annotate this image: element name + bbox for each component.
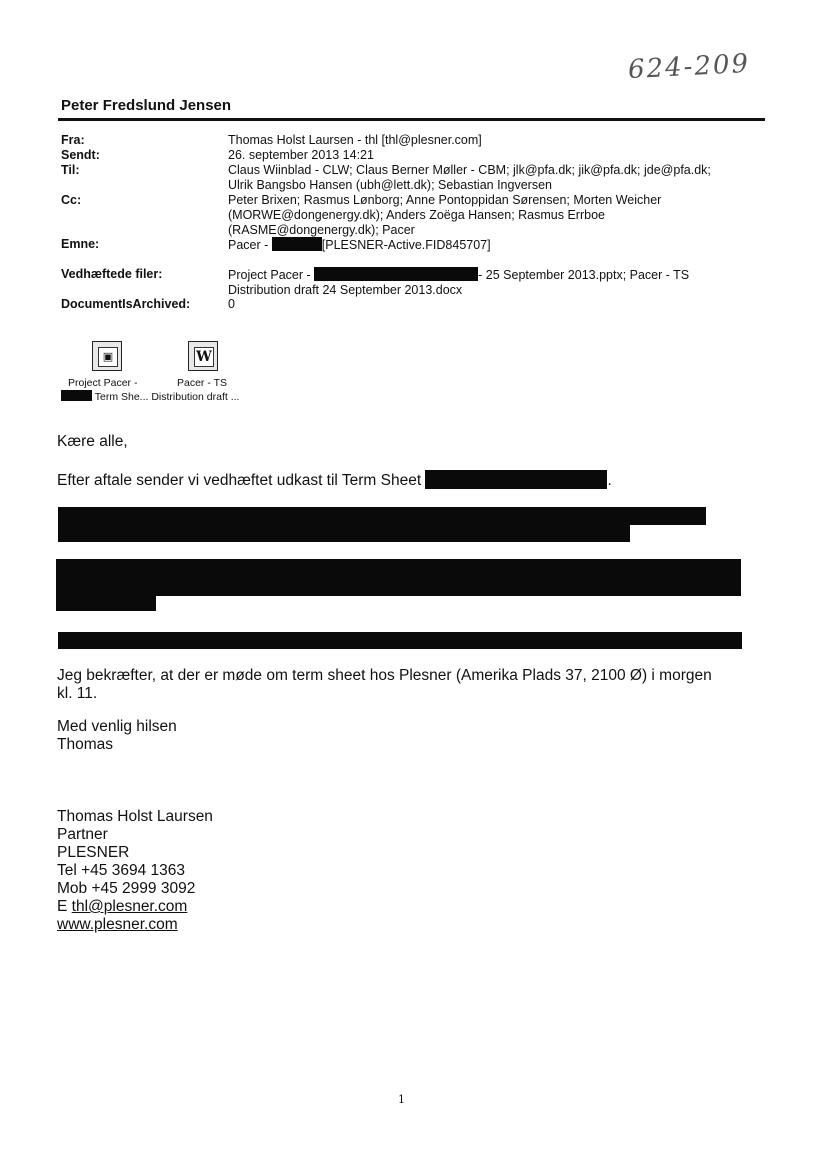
redaction-block bbox=[61, 390, 92, 401]
powerpoint-file-icon[interactable]: ▣ bbox=[92, 341, 122, 371]
to-line-1: Claus Wiinblad - CLW; Claus Berner Møller - CBM; jlk@pfa.dk; jik@pfa.dk; jde@pfa.dk; bbox=[228, 163, 711, 177]
attachment-caption-1[interactable]: Project Pacer - bbox=[68, 377, 138, 389]
attachment-caption-2-line2[interactable]: Distribution draft ... bbox=[151, 391, 240, 403]
handwritten-note: 624-209 bbox=[627, 48, 751, 86]
signature-title: Partner bbox=[57, 826, 108, 843]
cc-value bbox=[228, 193, 768, 238]
body-paragraph-1 bbox=[57, 470, 777, 490]
redaction-block bbox=[425, 470, 607, 489]
redaction-bar bbox=[58, 524, 630, 542]
mailbox-owner: Peter Fredslund Jensen bbox=[61, 97, 232, 114]
sent-value: 26. september 2013 14:21 bbox=[228, 148, 374, 162]
subject-value bbox=[228, 237, 768, 253]
word-file-icon[interactable]: W bbox=[188, 341, 218, 371]
body-paragraph-1-text: Efter aftale sender vi vedhæftet udkast til Term Sheet bbox=[57, 472, 422, 489]
redaction-block bbox=[272, 237, 322, 251]
to-label: Til: bbox=[61, 163, 80, 177]
greeting: Kære alle, bbox=[57, 433, 128, 450]
to-value bbox=[228, 163, 768, 193]
closing bbox=[57, 718, 177, 754]
redaction-bar bbox=[56, 559, 741, 596]
body-paragraph-2 bbox=[57, 667, 777, 703]
body-paragraph-2-line-2: kl. 11. bbox=[57, 685, 98, 702]
body-paragraph-1-end: . bbox=[607, 472, 612, 489]
signature-website-link[interactable]: www.plesner.com bbox=[57, 916, 178, 933]
cc-line-3: (RASME@dongenergy.dk); Pacer bbox=[228, 223, 415, 237]
attachments-label: Vedhæftede filer: bbox=[61, 267, 163, 281]
subject-suffix: [PLESNER-Active.FID845707] bbox=[321, 238, 491, 252]
attachments-prefix: Project Pacer - bbox=[228, 268, 311, 282]
subject-label: Emne: bbox=[61, 237, 100, 251]
cc-line-1: Peter Brixen; Rasmus Lønborg; Anne Pontoppidan Sørensen; Morten Weicher bbox=[228, 193, 662, 207]
signature-email-row bbox=[57, 898, 213, 916]
from-value: Thomas Holst Laursen - thl [thl@plesner.com] bbox=[228, 133, 482, 147]
attachment-caption-1-line2[interactable]: Term She... bbox=[94, 391, 149, 403]
closing-line-2: Thomas bbox=[57, 736, 113, 753]
attachment-caption-2[interactable]: Pacer - TS bbox=[177, 377, 227, 389]
redaction-block bbox=[314, 267, 478, 281]
cc-label: Cc: bbox=[61, 193, 82, 207]
cc-line-2: (MORWE@dongenergy.dk); Anders Zoëga Hansen; Rasmus Errboe bbox=[228, 208, 605, 222]
from-label: Fra: bbox=[61, 133, 85, 147]
attachments-suffix: - 25 September 2013.pptx; Pacer - TS bbox=[478, 268, 690, 282]
attachments-line-2: Distribution draft 24 September 2013.docx bbox=[228, 283, 463, 297]
redaction-bar bbox=[56, 594, 156, 611]
subject-prefix: Pacer - bbox=[228, 238, 269, 252]
signature-email-link[interactable]: thl@plesner.com bbox=[71, 898, 188, 915]
attachments-value bbox=[228, 267, 768, 298]
archived-value: 0 bbox=[228, 297, 235, 311]
signature-company: PLESNER bbox=[57, 844, 130, 861]
page-number: 1 bbox=[398, 1093, 405, 1106]
attachment-caption-row2 bbox=[61, 390, 261, 404]
sent-label: Sendt: bbox=[61, 148, 100, 162]
signature-name: Thomas Holst Laursen bbox=[57, 808, 213, 825]
signature-mob: Mob +45 2999 3092 bbox=[57, 880, 196, 897]
header-rule bbox=[58, 118, 765, 121]
signature-email-prefix: E bbox=[57, 898, 68, 915]
redaction-bar bbox=[58, 507, 706, 525]
signature bbox=[57, 808, 213, 934]
signature-tel: Tel +45 3694 1363 bbox=[57, 862, 185, 879]
closing-line-1: Med venlig hilsen bbox=[57, 718, 177, 735]
body-paragraph-2-line-1: Jeg bekræfter, at der er møde om term sheet hos Plesner (Amerika Plads 37, 2100 Ø) i morgen bbox=[57, 667, 712, 684]
archived-label: DocumentIsArchived: bbox=[61, 297, 191, 311]
redaction-bar bbox=[58, 632, 742, 649]
to-line-2: Ulrik Bangsbo Hansen (ubh@lett.dk); Sebastian Ingversen bbox=[228, 178, 552, 192]
